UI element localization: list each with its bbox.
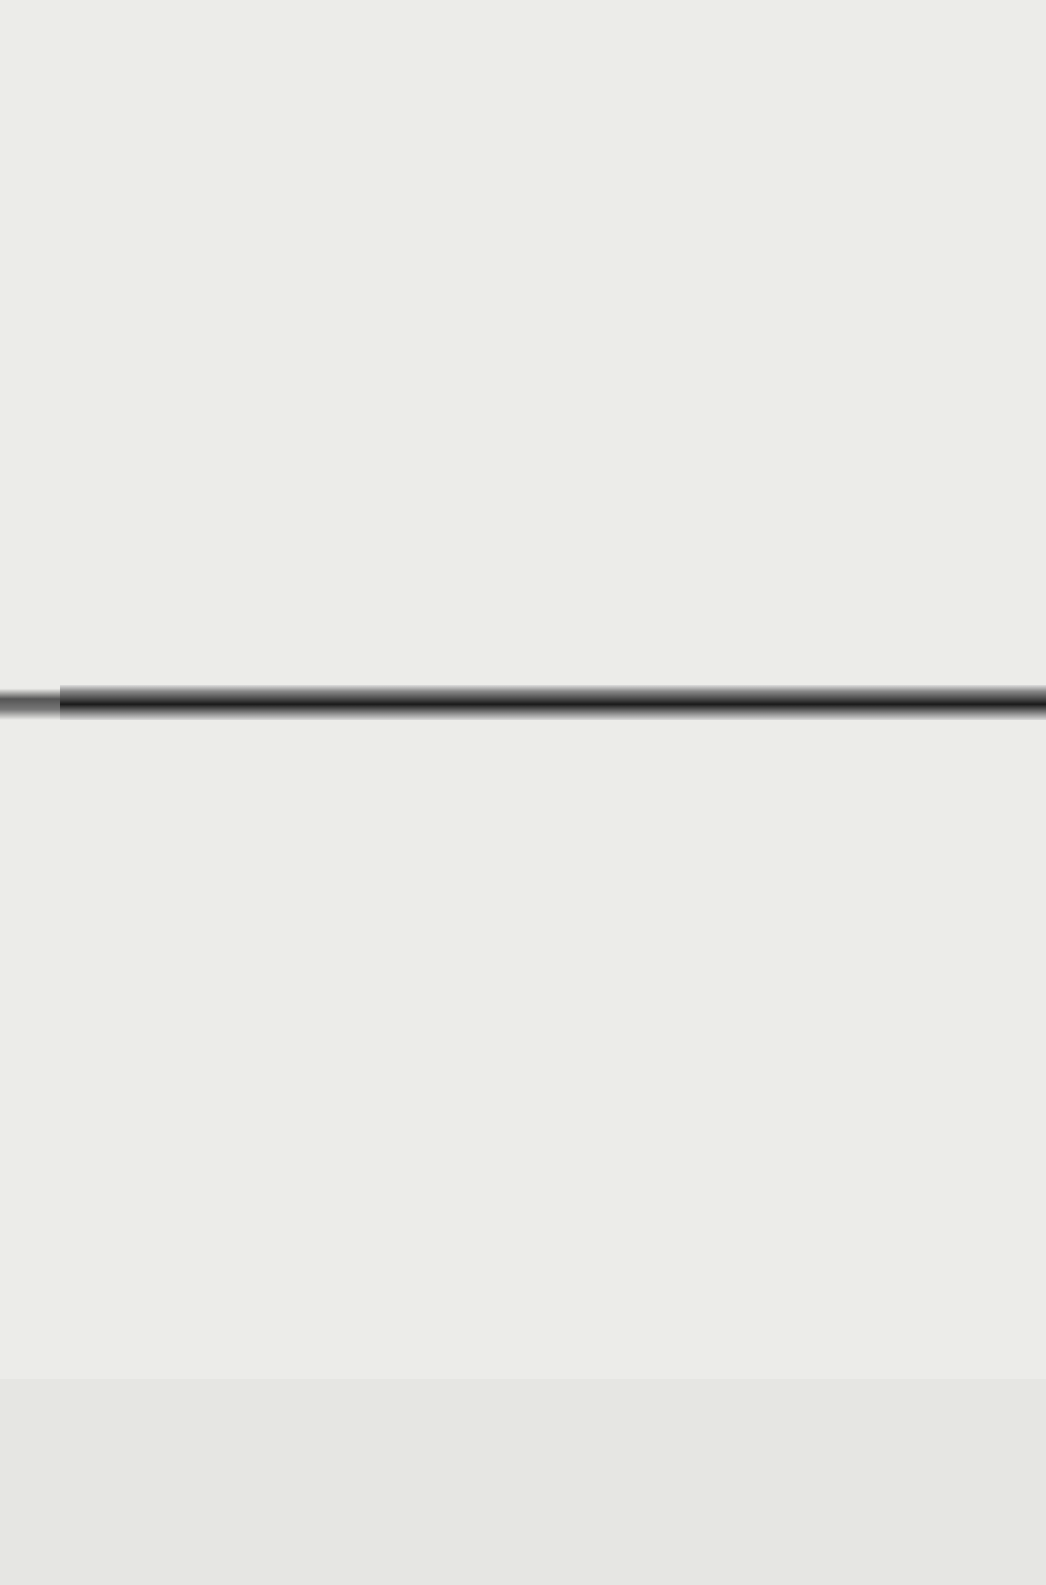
running-head-bottom: [960, 1562, 982, 1585]
top-page: [0, 0, 1046, 685]
running-head-top: [960, 86, 982, 109]
page-gutter: [0, 685, 1046, 720]
bottom-page: [0, 720, 1046, 1379]
